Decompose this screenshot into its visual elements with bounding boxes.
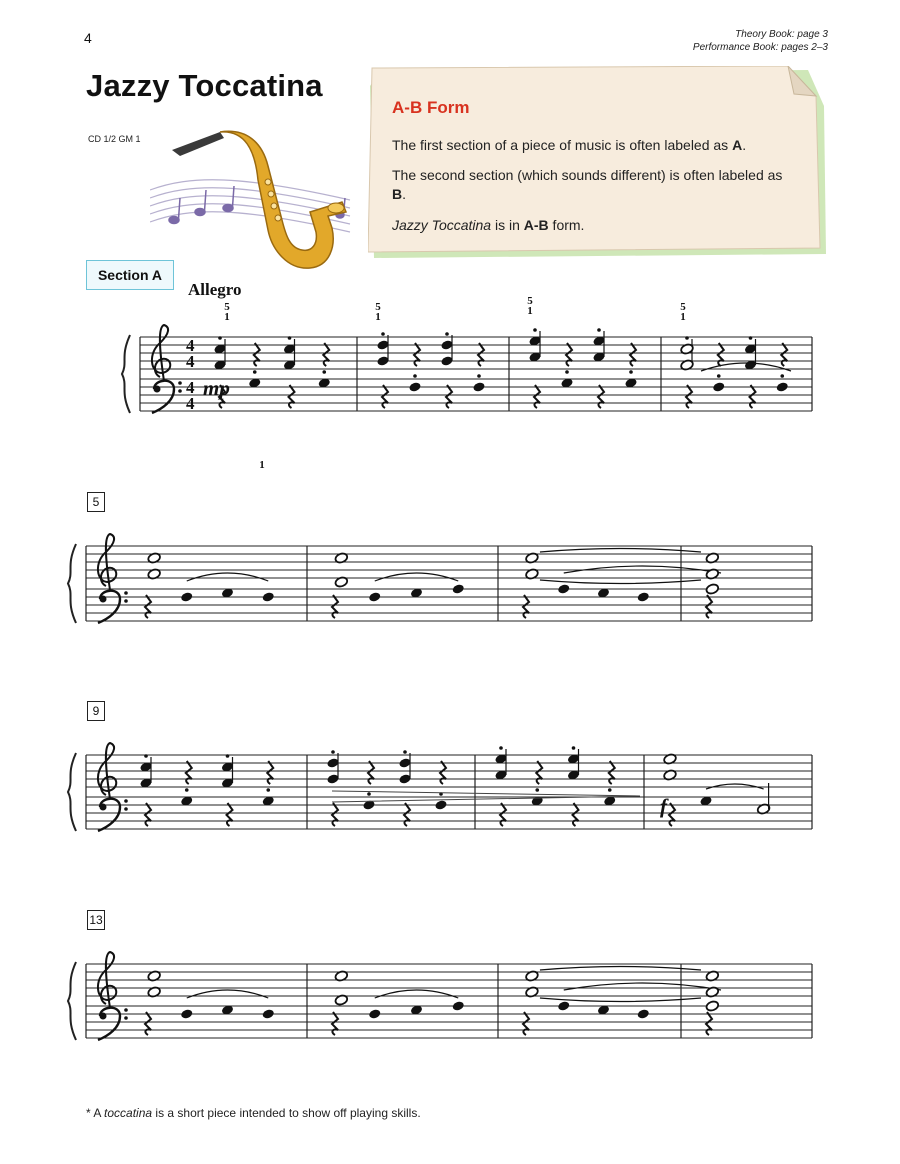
fingering-m1-bottom: 1 bbox=[224, 311, 230, 323]
quarter-rest bbox=[404, 803, 410, 826]
quarter-rest bbox=[609, 761, 615, 784]
page-number: 4 bbox=[84, 30, 92, 46]
fingering-m3-bottom: 1 bbox=[527, 305, 533, 317]
staccato-dot bbox=[572, 746, 576, 750]
info-box-title: A-B Form bbox=[392, 98, 470, 117]
tie bbox=[540, 580, 701, 584]
fingering-m4-top: 5 bbox=[680, 301, 686, 313]
quarter-rest bbox=[332, 803, 338, 826]
performance-book-ref: Performance Book: pages 2–3 bbox=[692, 42, 828, 53]
quarter-rest bbox=[145, 1012, 151, 1035]
staccato-dot bbox=[608, 788, 612, 792]
info-para-2-bold: B bbox=[392, 186, 403, 202]
info-para-3-bold: A-B bbox=[523, 217, 549, 233]
quarter-rest bbox=[686, 385, 692, 408]
quarter-rest bbox=[523, 1012, 529, 1035]
quarter-rest bbox=[706, 1012, 712, 1035]
notehead-open bbox=[705, 583, 719, 595]
quarter-rest bbox=[186, 761, 192, 784]
quarter-rest bbox=[534, 385, 540, 408]
quarter-rest bbox=[566, 343, 572, 366]
bass-clef-dot bbox=[124, 599, 128, 603]
notehead bbox=[776, 381, 789, 392]
fingering-m1-lh: 1 bbox=[259, 459, 265, 471]
quarter-rest bbox=[706, 595, 712, 618]
notehead bbox=[408, 381, 421, 392]
grand-staff-brace bbox=[68, 544, 76, 623]
fingering-m3-rh bbox=[525, 296, 535, 316]
section-a-label: Section A bbox=[86, 260, 174, 290]
quarter-rest bbox=[145, 595, 151, 618]
measure-number-13: 13 bbox=[87, 910, 105, 930]
info-para-3-mid: is in bbox=[491, 217, 524, 233]
info-para-3-end: form. bbox=[548, 217, 585, 233]
measure-number-9: 9 bbox=[87, 701, 105, 721]
notehead bbox=[368, 591, 381, 602]
bass-clef-icon bbox=[152, 381, 174, 413]
staccato-dot bbox=[533, 328, 537, 332]
notehead bbox=[262, 1008, 275, 1019]
staccato-dot bbox=[367, 792, 371, 796]
fingering-m4-bottom: 1 bbox=[680, 311, 686, 323]
staccato-dot bbox=[331, 750, 335, 754]
info-para-1-bold: A bbox=[732, 137, 743, 153]
dynamic-f: f bbox=[660, 794, 667, 818]
fingering-m1-top: 5 bbox=[224, 301, 230, 313]
staccato-dot bbox=[499, 746, 503, 750]
quarter-rest bbox=[254, 343, 260, 366]
bass-clef-icon bbox=[98, 799, 120, 831]
staccato-dot bbox=[717, 374, 721, 378]
grand-staff-brace bbox=[68, 962, 76, 1040]
tie bbox=[540, 967, 701, 971]
tempo-marking: Allegro bbox=[188, 280, 242, 299]
quarter-rest bbox=[536, 761, 542, 784]
bass-clef-dot bbox=[124, 1016, 128, 1020]
quarter-rest bbox=[446, 385, 452, 408]
quarter-rest bbox=[718, 343, 724, 366]
quarter-rest bbox=[500, 803, 506, 826]
staccato-dot bbox=[144, 754, 148, 758]
staccato-dot bbox=[780, 374, 784, 378]
notehead bbox=[452, 1000, 465, 1011]
bass-clef-dot bbox=[100, 1013, 107, 1020]
staccato-dot bbox=[685, 336, 689, 340]
staccato-dot bbox=[597, 328, 601, 332]
notehead bbox=[637, 591, 650, 602]
grand-staff-brace bbox=[68, 753, 76, 831]
quarter-rest bbox=[478, 343, 484, 366]
footnote-term: toccatina bbox=[104, 1106, 153, 1120]
fingering-m4-rh bbox=[678, 302, 688, 322]
info-para-2-end: . bbox=[402, 186, 407, 202]
info-para-3-title: Jazzy Toccatina bbox=[392, 217, 492, 233]
quarter-rest bbox=[750, 385, 756, 408]
staccato-dot bbox=[477, 374, 481, 378]
quarter-rest bbox=[440, 761, 446, 784]
staccato-dot bbox=[413, 374, 417, 378]
quarter-rest bbox=[573, 803, 579, 826]
staccato-dot bbox=[565, 370, 569, 374]
footnote bbox=[86, 1106, 421, 1120]
notehead bbox=[180, 1008, 193, 1019]
quarter-rest bbox=[414, 343, 420, 366]
fingering-m2-top: 5 bbox=[375, 301, 381, 313]
grand-staff-brace bbox=[122, 335, 130, 413]
quarter-rest bbox=[523, 595, 529, 618]
notehead bbox=[557, 1000, 570, 1011]
quarter-rest bbox=[669, 803, 675, 826]
bass-clef-dot bbox=[154, 386, 161, 393]
notehead bbox=[637, 1008, 650, 1019]
quarter-rest bbox=[267, 761, 273, 784]
piece-title: Jazzy Toccatina bbox=[86, 68, 323, 103]
notehead bbox=[472, 381, 485, 392]
staccato-dot bbox=[381, 332, 385, 336]
quarter-rest bbox=[332, 595, 338, 618]
bass-clef-dot bbox=[100, 804, 107, 811]
quarter-rest bbox=[781, 343, 787, 366]
notehead bbox=[712, 381, 725, 392]
time-signature-digit: 4 bbox=[186, 378, 195, 397]
staccato-dot bbox=[185, 788, 189, 792]
info-para-1-end: . bbox=[742, 137, 747, 153]
fingering-m2-bottom: 1 bbox=[375, 311, 381, 323]
staccato-dot bbox=[535, 788, 539, 792]
footnote-prefix: * A bbox=[86, 1106, 105, 1120]
slur bbox=[187, 990, 269, 998]
bass-clef-dot bbox=[100, 596, 107, 603]
notehead-open bbox=[705, 1000, 719, 1012]
notehead bbox=[180, 591, 193, 602]
fingering-m1-rh bbox=[222, 302, 232, 322]
info-para-2-text: The second section (which sounds different) is often labeled as bbox=[392, 167, 783, 183]
time-signature-digit: 4 bbox=[186, 352, 195, 371]
staccato-dot bbox=[253, 370, 257, 374]
bass-clef-icon bbox=[98, 1008, 120, 1040]
tie bbox=[540, 549, 701, 553]
quarter-rest bbox=[332, 1012, 338, 1035]
bass-clef-icon bbox=[98, 591, 120, 623]
bass-clef-dot bbox=[124, 799, 128, 803]
quarter-rest bbox=[382, 385, 388, 408]
quarter-rest bbox=[227, 803, 233, 826]
notehead bbox=[452, 583, 465, 594]
staccato-dot bbox=[288, 336, 292, 340]
bass-clef-dot bbox=[178, 389, 182, 393]
info-para-1-text: The first section of a piece of music is often labeled as bbox=[392, 137, 733, 153]
dynamic-mp: mp bbox=[203, 376, 230, 400]
quarter-rest bbox=[598, 385, 604, 408]
slur bbox=[375, 573, 459, 581]
time-signature-digit: 4 bbox=[186, 394, 195, 413]
staccato-dot bbox=[226, 754, 230, 758]
fingering-m2-rh bbox=[373, 302, 383, 322]
staccato-dot bbox=[266, 788, 270, 792]
bass-clef-dot bbox=[124, 591, 128, 595]
bass-clef-dot bbox=[178, 381, 182, 385]
bass-clef-dot bbox=[124, 807, 128, 811]
fingering-m3-top: 5 bbox=[527, 295, 533, 307]
slur bbox=[187, 573, 269, 581]
slur bbox=[375, 990, 459, 998]
time-signature-digit: 4 bbox=[186, 336, 195, 355]
notehead bbox=[434, 799, 447, 810]
staccato-dot bbox=[218, 336, 222, 340]
quarter-rest bbox=[630, 343, 636, 366]
tie bbox=[540, 998, 701, 1002]
slur bbox=[564, 983, 721, 990]
bass-clef-dot bbox=[124, 1008, 128, 1012]
staccato-dot bbox=[322, 370, 326, 374]
notehead bbox=[368, 1008, 381, 1019]
quarter-rest bbox=[368, 761, 374, 784]
theory-book-ref: Theory Book: page 3 bbox=[735, 29, 828, 40]
quarter-rest bbox=[145, 803, 151, 826]
notehead bbox=[557, 583, 570, 594]
cd-track-info: CD 1/2 GM 1 bbox=[88, 134, 141, 144]
staccato-dot bbox=[749, 336, 753, 340]
notehead bbox=[262, 591, 275, 602]
quarter-rest bbox=[323, 343, 329, 366]
staccato-dot bbox=[629, 370, 633, 374]
measure-number-5: 5 bbox=[87, 492, 105, 512]
staccato-dot bbox=[403, 750, 407, 754]
footnote-text: is a short piece intended to show off playing skills. bbox=[152, 1106, 421, 1120]
staccato-dot bbox=[445, 332, 449, 336]
quarter-rest bbox=[289, 385, 295, 408]
